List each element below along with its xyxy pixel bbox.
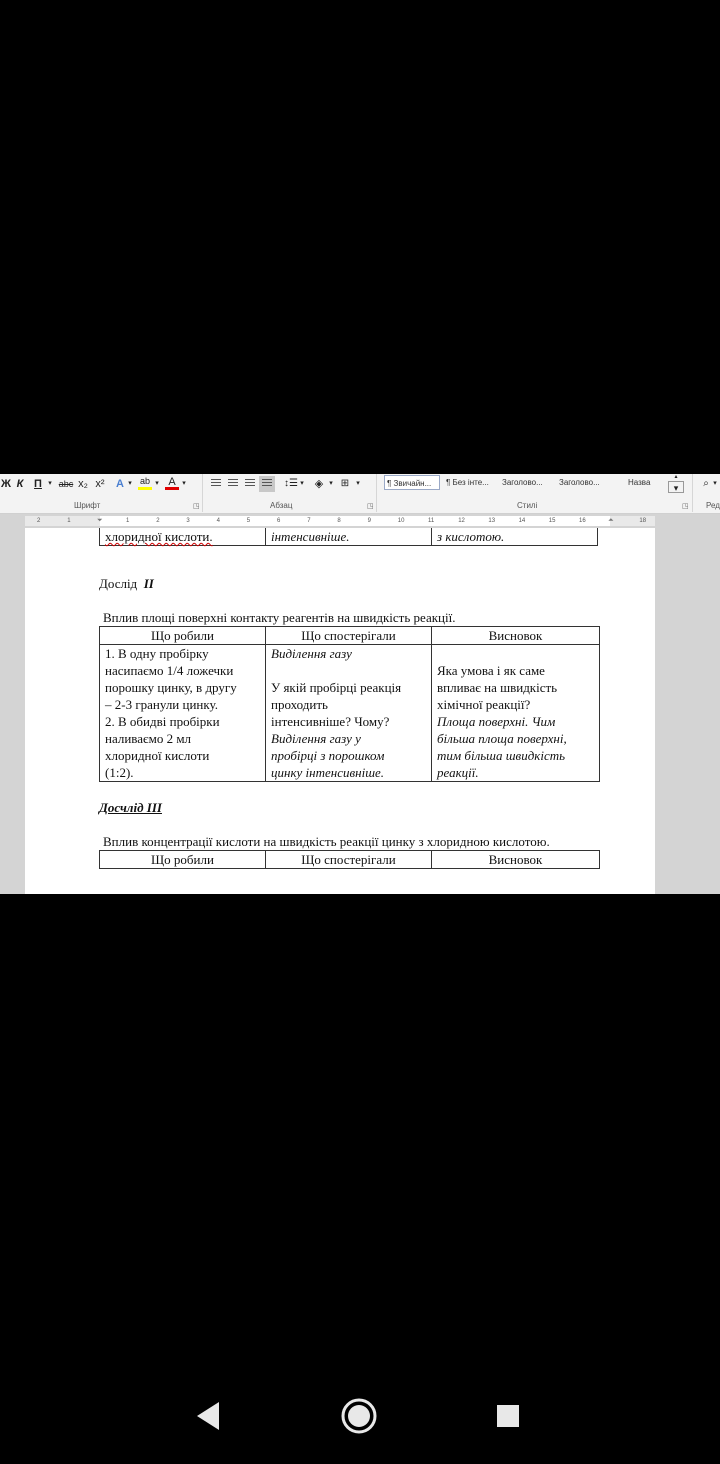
cell-line: з кислотою. xyxy=(437,529,505,544)
font-group-label: Шрифт xyxy=(74,501,101,510)
font-dialog-launcher-icon[interactable]: ◳ xyxy=(193,503,200,510)
style-heading-1[interactable]: Заголово... xyxy=(502,478,543,487)
cell-line: насипаємо 1/4 ложечки xyxy=(105,663,234,678)
superscript-button[interactable]: x² xyxy=(95,478,105,490)
ruler-right-indent-marker-icon[interactable]: ⏶ xyxy=(608,517,614,524)
cell-blank-line xyxy=(271,662,426,679)
table-cell[interactable] xyxy=(432,528,598,546)
column-header[interactable]: Що робили xyxy=(100,851,266,869)
experiment-3-table xyxy=(99,850,600,869)
cell-line: Виділення газу xyxy=(271,646,352,661)
styles-scroll-up-icon[interactable]: ▴ xyxy=(674,474,678,480)
underline-dropdown-icon[interactable]: ▾ xyxy=(48,480,52,487)
ruler-tick-label: 15 xyxy=(548,518,556,524)
cell-line: інтенсивніше. xyxy=(271,529,350,544)
text-effects-icon[interactable]: A xyxy=(116,478,124,490)
cell-line: цинку інтенсивніше. xyxy=(271,765,385,780)
style-normal[interactable]: ¶ Звичайн... xyxy=(384,475,440,490)
align-center-icon[interactable] xyxy=(227,476,239,492)
paragraph-dialog-launcher-icon[interactable]: ◳ xyxy=(367,503,374,510)
column-header[interactable]: Висновок xyxy=(432,851,600,869)
ruler-tick-label: 14 xyxy=(518,518,526,524)
cell-line: – 2-3 гранули цинку. xyxy=(105,697,218,712)
style-heading-2[interactable]: Заголово... xyxy=(559,478,600,487)
home-icon[interactable] xyxy=(339,1396,379,1436)
font-color-dropdown-icon[interactable]: ▾ xyxy=(182,480,186,487)
ruler-tick-label: 2 xyxy=(37,518,41,524)
ruler-tick-label: 1 xyxy=(126,518,130,524)
column-header[interactable]: Що спостерігали xyxy=(266,851,432,869)
table-cell[interactable] xyxy=(100,528,266,546)
style-title[interactable]: Назва xyxy=(628,478,651,487)
cell-line: інтенсивніше? Чому? xyxy=(271,714,390,729)
ribbon-toolbar xyxy=(0,474,720,514)
styles-more-icon[interactable]: ▾ xyxy=(668,481,684,493)
word-document-screenshot xyxy=(0,474,720,894)
ruler-tick-label: 1 xyxy=(67,518,71,524)
shading-icon[interactable]: ◈ xyxy=(314,478,324,490)
column-header[interactable]: Що спостерігали xyxy=(266,627,432,645)
subscript-button[interactable]: x₂ xyxy=(78,478,88,490)
ruler-tick-label: 2 xyxy=(156,518,160,524)
horizontal-ruler[interactable] xyxy=(25,516,655,526)
experiment-1-table xyxy=(99,528,598,546)
line-spacing-icon[interactable]: ↕☰ xyxy=(284,478,298,489)
cell-line: Яка умова і як саме xyxy=(437,663,545,678)
line-spacing-dropdown-icon[interactable]: ▾ xyxy=(300,480,304,487)
borders-dropdown-icon[interactable]: ▾ xyxy=(356,480,360,487)
ruler-tick-label: 7 xyxy=(307,518,311,524)
shading-dropdown-icon[interactable]: ▾ xyxy=(329,480,333,487)
system-navigation-bar xyxy=(0,1376,720,1464)
group-divider xyxy=(376,474,377,512)
highlight-icon[interactable]: ab xyxy=(138,476,152,490)
ruler-tick-label: 18 xyxy=(639,518,647,524)
styles-dialog-launcher-icon[interactable]: ◳ xyxy=(682,503,689,510)
cell-line: порошку цинку, в другу xyxy=(105,680,237,695)
cell-line: реакції. xyxy=(437,765,479,780)
cell-line: хлоридної кислоти xyxy=(105,748,210,763)
ruler-tick-label: 13 xyxy=(488,518,496,524)
cell-blank-line xyxy=(437,645,594,662)
cell-line: тим більша швидкість xyxy=(437,748,566,763)
align-right-icon[interactable] xyxy=(244,476,256,492)
cell-line: наливаємо 2 мл xyxy=(105,731,192,746)
group-divider xyxy=(202,474,203,512)
italic-button[interactable]: К xyxy=(16,478,24,490)
strikethrough-button[interactable]: abc xyxy=(58,479,74,489)
ruler-tick-label: 4 xyxy=(216,518,220,524)
cell-line: (1:2). xyxy=(105,765,134,780)
font-color-icon[interactable]: A xyxy=(165,476,179,490)
ruler-tick-label: 10 xyxy=(397,518,405,524)
justify-icon[interactable] xyxy=(259,476,275,492)
table-header-row xyxy=(100,627,600,645)
experiment-3-title: Вплив концентрації кислоти на швидкість реакції цинку з хлоридною кислотою. xyxy=(103,834,550,849)
underline-button[interactable]: П xyxy=(34,478,42,490)
find-dropdown-icon[interactable]: ▾ xyxy=(713,480,717,487)
cell-line: 2. В обидві пробірки xyxy=(105,714,220,729)
column-header[interactable]: Висновок xyxy=(432,627,600,645)
editing-group-label: Ред xyxy=(706,501,720,510)
styles-group-label: Стилі xyxy=(517,501,538,510)
table-cell[interactable] xyxy=(266,528,432,546)
align-left-icon[interactable] xyxy=(210,476,222,492)
ruler-text-area xyxy=(100,516,610,526)
cell-line: У якій пробірці реакція xyxy=(271,680,402,695)
cell-line: пробірці з порошком xyxy=(271,748,385,763)
cell-line: проходить xyxy=(271,697,328,712)
highlight-dropdown-icon[interactable]: ▾ xyxy=(155,480,159,487)
experiment-number: II xyxy=(143,576,154,591)
table-cell[interactable] xyxy=(266,645,432,782)
ruler-indent-marker-icon[interactable]: ⏷ xyxy=(97,517,103,524)
experiment-2-title: Вплив площі поверхні контакту реагентів на швидкість реакції. xyxy=(103,610,456,625)
borders-icon[interactable]: ⊞ xyxy=(340,478,350,489)
document-page[interactable] xyxy=(25,528,655,894)
column-header[interactable]: Що робили xyxy=(100,627,266,645)
cell-line: впливає на швидкість xyxy=(437,680,558,695)
table-header-row xyxy=(100,851,600,869)
cell-line: більша площа поверхні, xyxy=(437,731,567,746)
cell-line: хімічної реакції? xyxy=(437,697,531,712)
ruler-tick-label: 11 xyxy=(428,518,435,524)
ruler-tick-label: 8 xyxy=(337,518,341,524)
ruler-tick-label: 5 xyxy=(246,518,251,524)
group-divider xyxy=(692,474,693,512)
back-icon[interactable] xyxy=(188,1396,228,1436)
ruler-tick-label: 6 xyxy=(277,518,281,524)
experiment-2-table xyxy=(99,626,600,782)
ruler-tick-label: 12 xyxy=(458,518,465,524)
experiment-2-heading xyxy=(99,576,154,592)
cell-line: Виділення газу у xyxy=(271,731,361,746)
table-cell[interactable] xyxy=(100,645,266,782)
experiment-3-heading: Досчлід III xyxy=(99,800,162,815)
cell-line: хлоридної кислоти. xyxy=(105,529,213,544)
ruler-tick-label: 9 xyxy=(367,518,371,524)
ruler-tick-label: 3 xyxy=(186,518,190,524)
cell-line: Площа поверхні. Чим xyxy=(437,714,556,729)
bold-button[interactable]: Ж xyxy=(1,478,11,490)
table-row xyxy=(100,528,598,546)
find-icon[interactable]: ⌕ xyxy=(703,478,709,489)
table-row xyxy=(100,645,600,782)
cell-line: 1. В одну пробірку xyxy=(105,646,209,661)
ruler-tick-label: 16 xyxy=(579,518,586,524)
style-no-spacing[interactable]: ¶ Без інте... xyxy=(446,478,489,487)
experiment-label: Дослід xyxy=(99,576,138,591)
table-cell[interactable] xyxy=(432,645,600,782)
paragraph-group-label: Абзац xyxy=(270,501,293,510)
text-effects-dropdown-icon[interactable]: ▾ xyxy=(128,480,132,487)
recents-icon[interactable] xyxy=(488,1396,528,1436)
